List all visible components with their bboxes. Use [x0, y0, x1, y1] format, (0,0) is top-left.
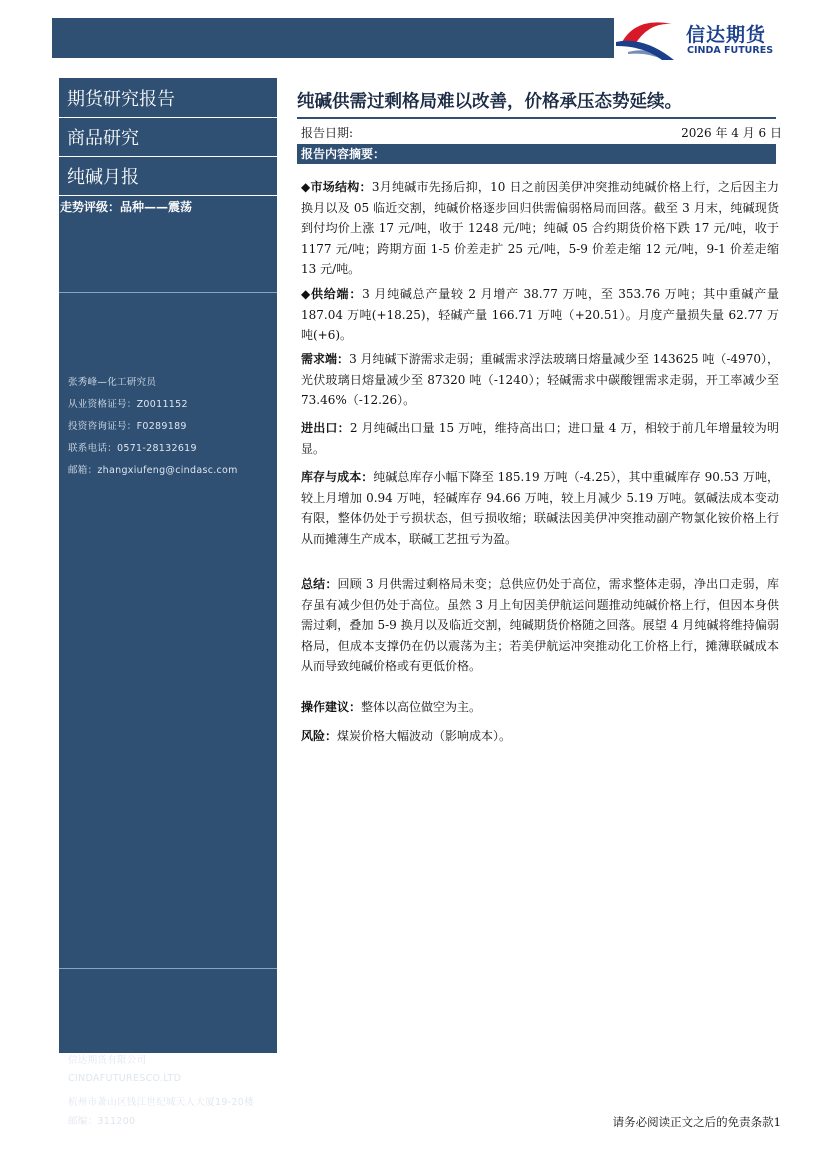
section-text: 纯碱总库存小幅下降至 185.19 万吨（-4.25），其中重碱库存 90.53 万吨，较上月增加 0.94 万吨，轻碱库存 94.66 万吨，较上月减少 5.19 万吨。氨碱法成本变动有限，整体仍处于亏损状态，但亏损收缩；联碱法因美伊冲突推动副产物氯化铵价格上行从而摊薄生产成本，联碱工艺扭亏为盈。: [301, 470, 779, 546]
report-date-label: 报告日期:: [301, 126, 354, 140]
section-label: 总结：: [301, 577, 338, 591]
report-category: 商品研究: [59, 118, 277, 156]
section-label: 操作建议：: [301, 700, 362, 714]
logo-cn-text: 信达期货: [686, 24, 767, 46]
summary-header: 报告内容摘要：: [297, 144, 776, 164]
analyst-name: 张秀峰—化工研究员: [68, 377, 157, 388]
company-name-en: CINDAFUTURESCO.LTD: [68, 1073, 182, 1084]
section-label: ◆供给端：: [301, 287, 363, 301]
section-text: 3月纯碱市先扬后抑，10 日之前因美伊冲突推动纯碱价格上行，之后因主力换月以及 05 临近交割，纯碱价格逐步回归供需偏弱格局而回落。截至 3 月末，纯碱现货到付均价上涨 17 元/吨，收于 1248 元/吨；纯碱 05 合约期货价格下跌 17 元/吨，收于 1177 元/吨；跨期方面 1-5 价差走扩 25 元/吨，5-9 价差走缩 12 元/吨，9-1 价差走缩 13 元/吨。: [301, 180, 779, 277]
section-label: 库存与成本：: [301, 470, 374, 484]
section-label: 风险：: [301, 729, 338, 743]
logo-en-text: CINDA FUTURES: [687, 45, 774, 56]
section-summary: [301, 574, 779, 677]
section-risk: [301, 726, 779, 747]
report-title: 纯碱供需过剩格局难以改善，价格承压态势延续。: [297, 92, 682, 112]
company-postcode: 邮编：311200: [68, 1116, 136, 1127]
section-market-structure: [301, 177, 779, 280]
section-demand: [301, 349, 779, 411]
report-type: 期货研究报告: [59, 78, 277, 117]
section-label: ◆市场结构：: [301, 180, 372, 194]
company-name: 信达期货有限公司: [68, 1055, 147, 1066]
section-text: 煤炭价格大幅波动（影响成本）。: [337, 729, 512, 743]
section-label: 需求端：: [301, 352, 350, 366]
section-inventory-cost: [301, 467, 779, 549]
cinda-logo-icon: [614, 16, 678, 60]
sidebar: [59, 78, 277, 1127]
trend-rating: 走势评级：品种——震荡: [60, 200, 193, 214]
section-text: 回顾 3 月供需过剩格局未变；总供应仍处于高位，需求整体走弱，净出口走弱，库存虽有减少但仍处于高位。虽然 3 月上旬因美伊航运问题推动纯碱价格上行，但因本身供需过剩，叠加 5-9 换月以及临近交割，纯碱期货价格随之回落。展望 4 月纯碱将维持偏弱格局，但成本支撑仍在仍以震荡为主；若美伊航运冲突推动化工价格上行，摊薄联碱成本从而导致纯碱价格或有更低价格。: [301, 577, 779, 674]
company-address: 杭州市萧山区钱江世纪城天人大厦19-20楼: [68, 1097, 254, 1108]
section-label: 进出口：: [301, 421, 350, 435]
report-date-value: 2026 年 4 月 6 日: [681, 126, 782, 140]
company-logo: [614, 14, 804, 62]
section-text: 3 月纯碱下游需求走弱；重碱需求浮法玻璃日熔量减少至 143625 吨（-4970），光伏玻璃日熔量减少至 87320 吨（-1240）；轻碱需求中碳酸锂需求走弱，开工率减少至 73.46%（-12.26）。: [301, 352, 779, 408]
section-text: 整体以高位做空为主。: [361, 700, 482, 714]
disclaimer-text: 请务必阅读正文之后的免责条款: [612, 1115, 774, 1129]
page-footer: [613, 1114, 781, 1130]
header-banner: [52, 18, 614, 58]
analyst-advisory: 投资咨询证号：F0289189: [68, 421, 187, 432]
section-text: 3 月纯碱总产量较 2 月增产 38.77 万吨，至 353.76 万吨；其中重碱产量 187.04 万吨(+18.25)，轻碱产量 166.71 万吨（+20.51）。月度产量损失量 62.77 万吨(+6)。: [301, 287, 779, 343]
analyst-license: 从业资格证号：Z0011152: [68, 399, 188, 410]
analyst-email: 邮箱：zhangxiufeng@cindasc.com: [68, 465, 238, 476]
title-divider: [297, 117, 776, 119]
sidebar-divider: [59, 968, 277, 969]
sidebar-divider: [59, 292, 277, 293]
sidebar-panel: [59, 196, 277, 1127]
page-number: 1: [773, 1115, 781, 1129]
section-operation-advice: [301, 697, 779, 718]
section-supply: [301, 284, 779, 346]
analyst-phone: 联系电话：0571-28132619: [68, 443, 197, 454]
section-import-export: [301, 418, 779, 459]
section-text: 2 月纯碱出口量 15 万吨，维持高出口；进口量 4 万，相较于前几年增量较为明显。: [301, 421, 779, 456]
report-product: 纯碱月报: [59, 157, 277, 195]
